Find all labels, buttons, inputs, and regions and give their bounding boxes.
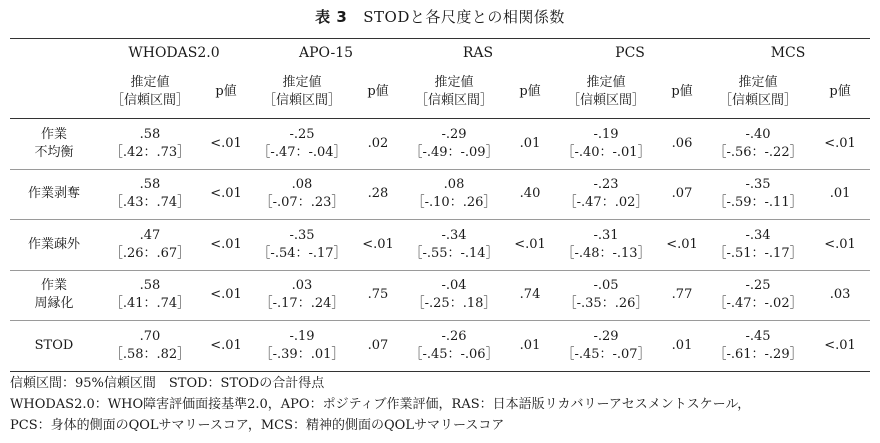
interval-label: ［信頼区間］ bbox=[415, 93, 494, 108]
p-value-cell: <.01 bbox=[202, 119, 250, 170]
estimate-header bbox=[554, 66, 658, 119]
row-label-line: STOD bbox=[34, 337, 74, 353]
p-value-cell: .01 bbox=[506, 119, 554, 170]
row-label-line: 作業疎外 bbox=[27, 236, 80, 252]
estimate-value: .47 bbox=[139, 227, 161, 243]
confidence-interval: ［-.59：-.11］ bbox=[713, 195, 803, 211]
estimate-value: .58 bbox=[139, 177, 161, 193]
estimate-label: 推定値 bbox=[738, 75, 778, 90]
estimate-value: .58 bbox=[139, 278, 161, 294]
estimate-cell bbox=[402, 169, 506, 220]
confidence-interval: ［-.25：.18］ bbox=[411, 296, 497, 312]
table-row bbox=[10, 220, 870, 271]
estimate-cell bbox=[554, 220, 658, 271]
estimate-value: -.29 bbox=[593, 328, 619, 344]
confidence-interval: ［-.51：-.17］ bbox=[713, 245, 803, 261]
p-value-cell: .75 bbox=[354, 270, 402, 321]
p-value-cell: <.01 bbox=[810, 220, 870, 271]
row-label bbox=[10, 321, 98, 372]
confidence-interval: ［-.56：-.22］ bbox=[713, 144, 803, 160]
p-value-cell: .03 bbox=[810, 270, 870, 321]
confidence-interval: ［-.48：-.13］ bbox=[561, 245, 651, 261]
estimate-cell bbox=[98, 169, 202, 220]
estimate-label: 推定値 bbox=[586, 75, 626, 90]
estimate-cell bbox=[98, 270, 202, 321]
confidence-interval: ［.58：.82］ bbox=[109, 346, 191, 362]
estimate-value: -.19 bbox=[289, 328, 315, 344]
row-label-line: 作業 bbox=[40, 278, 67, 294]
estimate-cell bbox=[250, 321, 354, 372]
table-row bbox=[10, 270, 870, 321]
estimate-header bbox=[250, 66, 354, 119]
p-value-cell: .40 bbox=[506, 169, 554, 220]
estimate-value: -.35 bbox=[289, 227, 315, 243]
estimate-cell bbox=[250, 220, 354, 271]
estimate-label: 推定値 bbox=[434, 75, 474, 90]
p-value-header: p値 bbox=[810, 66, 870, 119]
confidence-interval: ［.42：.73］ bbox=[109, 144, 191, 160]
p-value-cell: <.01 bbox=[210, 337, 242, 353]
estimate-cell bbox=[402, 321, 506, 372]
p-value-cell: <.01 bbox=[202, 169, 250, 220]
p-value-header: p値 bbox=[658, 66, 706, 119]
estimate-value: .08 bbox=[291, 177, 313, 193]
p-value-cell: <.01 bbox=[202, 270, 250, 321]
p-value-cell: .28 bbox=[354, 169, 402, 220]
confidence-interval: ［-.45：-.07］ bbox=[561, 346, 651, 362]
table-body bbox=[10, 119, 870, 372]
table-title: STODと各尺度との相関係数 bbox=[363, 8, 565, 26]
p-value-cell: .01 bbox=[671, 337, 693, 353]
estimate-cell bbox=[98, 119, 202, 170]
estimate-value: -.26 bbox=[441, 328, 467, 344]
estimate-cell bbox=[554, 169, 658, 220]
corner-cell bbox=[10, 39, 98, 67]
p-value-cell: <.01 bbox=[506, 220, 554, 271]
confidence-interval: ［-.55：-.14］ bbox=[409, 245, 499, 261]
note-line: 信頼区間：95%信頼区間 STOD：STODの合計得点 bbox=[10, 376, 325, 391]
column-header: MCS bbox=[770, 44, 806, 61]
confidence-interval: ［-.35：.26］ bbox=[563, 296, 649, 312]
estimate-value: -.25 bbox=[745, 278, 771, 294]
p-value-cell: <.01 bbox=[810, 119, 870, 170]
estimate-cell bbox=[250, 119, 354, 170]
estimate-value: .70 bbox=[139, 328, 161, 344]
table-number: 表 3 bbox=[315, 8, 348, 26]
row-label bbox=[10, 220, 98, 271]
table-row bbox=[10, 321, 870, 372]
row-label bbox=[10, 270, 98, 321]
estimate-value: -.40 bbox=[745, 126, 771, 142]
estimate-value: -.29 bbox=[441, 126, 467, 142]
row-label-line: 不均衡 bbox=[34, 144, 74, 160]
estimate-cell bbox=[554, 119, 658, 170]
estimate-cell bbox=[706, 270, 810, 321]
estimate-label: 推定値 bbox=[282, 75, 322, 90]
estimate-header bbox=[98, 66, 202, 119]
p-value-cell: <.01 bbox=[354, 220, 402, 271]
confidence-interval: ［-.40：-.01］ bbox=[561, 144, 651, 160]
p-value-cell: .07 bbox=[367, 337, 389, 353]
row-label-line: 作業剥奪 bbox=[27, 186, 80, 202]
estimate-cell bbox=[250, 169, 354, 220]
p-value-cell: .01 bbox=[810, 169, 870, 220]
column-header: PCS bbox=[615, 44, 645, 61]
p-value-cell: <.01 bbox=[824, 337, 856, 353]
p-value-cell: .77 bbox=[658, 270, 706, 321]
estimate-value: -.23 bbox=[593, 177, 619, 193]
table-notes bbox=[10, 373, 874, 436]
confidence-interval: ［-.39：.01］ bbox=[259, 346, 345, 362]
estimate-cell bbox=[402, 270, 506, 321]
row-label-line: 作業 bbox=[40, 126, 67, 142]
confidence-interval: ［-.47：.02］ bbox=[563, 195, 649, 211]
confidence-interval: ［-.47：-.02］ bbox=[713, 296, 803, 312]
estimate-value: -.35 bbox=[745, 177, 771, 193]
row-label bbox=[10, 169, 98, 220]
p-value-cell: .06 bbox=[658, 119, 706, 170]
note-line: WHODAS2.0：WHO障害評価面接基準2.0，APO：ポジティブ作業評価，RAS：日本語版リカバリーアセスメントスケール， bbox=[10, 397, 751, 412]
column-header: WHODAS2.0 bbox=[128, 44, 220, 61]
estimate-value: .08 bbox=[443, 177, 465, 193]
estimate-value: .03 bbox=[291, 278, 313, 294]
correlation-table bbox=[10, 38, 870, 372]
column-header: RAS bbox=[462, 44, 494, 61]
confidence-interval: ［-.10：.26］ bbox=[411, 195, 497, 211]
note-line: PCS：身体的側面のQOLサマリースコア，MCS：精神的側面のQOLサマリースコア bbox=[10, 418, 505, 433]
estimate-cell bbox=[706, 220, 810, 271]
column-header: APO-15 bbox=[298, 44, 354, 61]
confidence-interval: ［-.54：-.17］ bbox=[257, 245, 347, 261]
estimate-cell bbox=[554, 270, 658, 321]
estimate-value: .58 bbox=[139, 126, 161, 142]
estimate-header bbox=[402, 66, 506, 119]
estimate-cell bbox=[706, 169, 810, 220]
p-value-header: p値 bbox=[354, 66, 402, 119]
p-value-cell: .01 bbox=[519, 337, 541, 353]
estimate-cell bbox=[706, 119, 810, 170]
estimate-value: -.19 bbox=[593, 126, 619, 142]
estimate-cell bbox=[402, 220, 506, 271]
estimate-value: -.45 bbox=[745, 328, 771, 344]
estimate-value: -.34 bbox=[745, 227, 771, 243]
estimate-cell bbox=[98, 321, 202, 372]
interval-label: ［信頼区間］ bbox=[262, 93, 341, 108]
confidence-interval: ［-.49：-.09］ bbox=[409, 144, 499, 160]
estimate-label: 推定値 bbox=[130, 75, 170, 90]
confidence-interval: ［-.61：-.29］ bbox=[713, 346, 803, 362]
estimate-value: -.34 bbox=[441, 227, 467, 243]
confidence-interval: ［-.17：.24］ bbox=[259, 296, 345, 312]
interval-label: ［信頼区間］ bbox=[567, 93, 646, 108]
p-value-header: p値 bbox=[202, 66, 250, 119]
confidence-interval: ［.26：.67］ bbox=[109, 245, 191, 261]
p-value-header: p値 bbox=[506, 66, 554, 119]
row-label bbox=[10, 119, 98, 170]
corner-cell bbox=[10, 66, 98, 119]
estimate-value: -.25 bbox=[289, 126, 315, 142]
confidence-interval: ［.41：.74］ bbox=[109, 296, 191, 312]
confidence-interval: ［-.45：-.06］ bbox=[409, 346, 499, 362]
estimate-value: -.04 bbox=[441, 278, 467, 294]
estimate-cell bbox=[402, 119, 506, 170]
p-value-cell: .02 bbox=[354, 119, 402, 170]
estimate-cell bbox=[554, 321, 658, 372]
table-row bbox=[10, 169, 870, 220]
subheader-row bbox=[10, 66, 870, 119]
interval-label: ［信頼区間］ bbox=[719, 93, 798, 108]
p-value-cell: .07 bbox=[658, 169, 706, 220]
interval-label: ［信頼区間］ bbox=[110, 93, 189, 108]
estimate-value: -.05 bbox=[593, 278, 619, 294]
table-row bbox=[10, 119, 870, 170]
table-caption bbox=[0, 6, 880, 27]
confidence-interval: ［-.47：-.04］ bbox=[257, 144, 347, 160]
confidence-interval: ［-.07：.23］ bbox=[259, 195, 345, 211]
column-header-row bbox=[10, 39, 870, 67]
p-value-cell: <.01 bbox=[658, 220, 706, 271]
estimate-cell bbox=[250, 270, 354, 321]
estimate-value: -.31 bbox=[593, 227, 619, 243]
p-value-cell: .74 bbox=[506, 270, 554, 321]
row-label-line: 周縁化 bbox=[34, 296, 74, 312]
estimate-cell bbox=[706, 321, 810, 372]
estimate-cell bbox=[98, 220, 202, 271]
p-value-cell: <.01 bbox=[202, 220, 250, 271]
estimate-header bbox=[706, 66, 810, 119]
confidence-interval: ［.43：.74］ bbox=[109, 195, 191, 211]
